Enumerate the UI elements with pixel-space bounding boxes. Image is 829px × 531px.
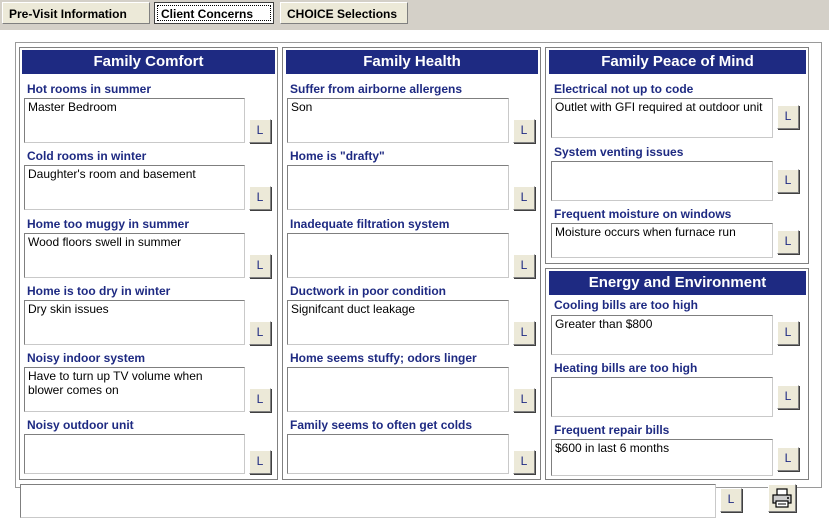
repair-bills-field[interactable]: $600 in last 6 months (551, 439, 773, 476)
heating-bills-lookup-button[interactable]: L (777, 385, 799, 409)
moisture-windows-field[interactable]: Moisture occurs when furnace run (551, 223, 773, 258)
venting-label: System venting issues (554, 145, 684, 159)
filtration-label: Inadequate filtration system (290, 217, 450, 231)
drafty-lookup-button[interactable]: L (513, 186, 535, 210)
hot-rooms-lookup-button[interactable]: L (249, 119, 271, 143)
drafty-label: Home is "drafty" (290, 149, 385, 163)
printer-icon (769, 485, 795, 511)
muggy-summer-label: Home too muggy in summer (27, 217, 190, 231)
ductwork-field[interactable]: Signifcant duct leakage (287, 300, 509, 345)
ductwork-label: Ductwork in poor condition (290, 284, 446, 298)
cold-rooms-field[interactable]: Daughter's room and basement (24, 165, 245, 210)
electrical-code-lookup-button[interactable]: L (777, 105, 799, 129)
allergens-label: Suffer from airborne allergens (290, 82, 463, 96)
dry-winter-label: Home is too dry in winter (27, 284, 171, 298)
filtration-field[interactable] (287, 233, 509, 278)
ductwork-lookup-button[interactable]: L (513, 321, 535, 345)
heating-bills-label: Heating bills are too high (554, 361, 698, 375)
heating-bills-field[interactable] (551, 377, 773, 417)
hot-rooms-field[interactable]: Master Bedroom (24, 98, 245, 143)
noisy-outdoor-lookup-button[interactable]: L (249, 450, 271, 474)
muggy-summer-lookup-button[interactable]: L (249, 254, 271, 278)
family-peace-of-mind-header: Family Peace of Mind (549, 50, 806, 74)
print-button[interactable] (768, 484, 796, 512)
colds-field[interactable] (287, 434, 509, 474)
stuffy-lookup-button[interactable]: L (513, 388, 535, 412)
notes-lookup-button[interactable]: L (720, 488, 742, 512)
cooling-bills-label: Cooling bills are too high (554, 298, 698, 312)
stuffy-label: Home seems stuffy; odors linger (290, 351, 477, 365)
hot-rooms-label: Hot rooms in summer (27, 82, 152, 96)
moisture-windows-label: Frequent moisture on windows (554, 207, 732, 221)
noisy-indoor-label: Noisy indoor system (27, 351, 146, 365)
cold-rooms-lookup-button[interactable]: L (249, 186, 271, 210)
colds-label: Family seems to often get colds (290, 418, 473, 432)
moisture-windows-lookup-button[interactable]: L (777, 230, 799, 254)
stuffy-field[interactable] (287, 367, 509, 412)
allergens-lookup-button[interactable]: L (513, 119, 535, 143)
noisy-outdoor-label: Noisy outdoor unit (27, 418, 134, 432)
noisy-indoor-lookup-button[interactable]: L (249, 388, 271, 412)
energy-environment-header: Energy and Environment (549, 271, 806, 295)
filtration-lookup-button[interactable]: L (513, 254, 535, 278)
family-health-header: Family Health (286, 50, 538, 74)
dry-winter-field[interactable]: Dry skin issues (24, 300, 245, 345)
cooling-bills-lookup-button[interactable]: L (777, 321, 799, 345)
noisy-outdoor-field[interactable] (24, 434, 245, 474)
repair-bills-label: Frequent repair bills (554, 423, 670, 437)
colds-lookup-button[interactable]: L (513, 450, 535, 474)
repair-bills-lookup-button[interactable]: L (777, 447, 799, 471)
family-comfort-header: Family Comfort (22, 50, 275, 74)
notes-field[interactable] (20, 484, 716, 518)
tab-choice-selections[interactable]: CHOICE Selections (280, 2, 408, 24)
electrical-code-field[interactable]: Outlet with GFI required at outdoor unit (551, 98, 773, 138)
cooling-bills-field[interactable]: Greater than $800 (551, 315, 773, 355)
muggy-summer-field[interactable]: Wood floors swell in summer (24, 233, 245, 278)
noisy-indoor-field[interactable]: Have to turn up TV volume when blower comes on (24, 367, 245, 412)
venting-lookup-button[interactable]: L (777, 169, 799, 193)
tab-pre-visit-information[interactable]: Pre-Visit Information (2, 2, 150, 24)
drafty-field[interactable] (287, 165, 509, 210)
dry-winter-lookup-button[interactable]: L (249, 321, 271, 345)
tab-bar (0, 0, 829, 30)
allergens-field[interactable]: Son (287, 98, 509, 143)
electrical-code-label: Electrical not up to code (554, 82, 694, 96)
tab-client-concerns[interactable]: Client Concerns (154, 2, 274, 24)
cold-rooms-label: Cold rooms in winter (27, 149, 147, 163)
venting-field[interactable] (551, 161, 773, 201)
